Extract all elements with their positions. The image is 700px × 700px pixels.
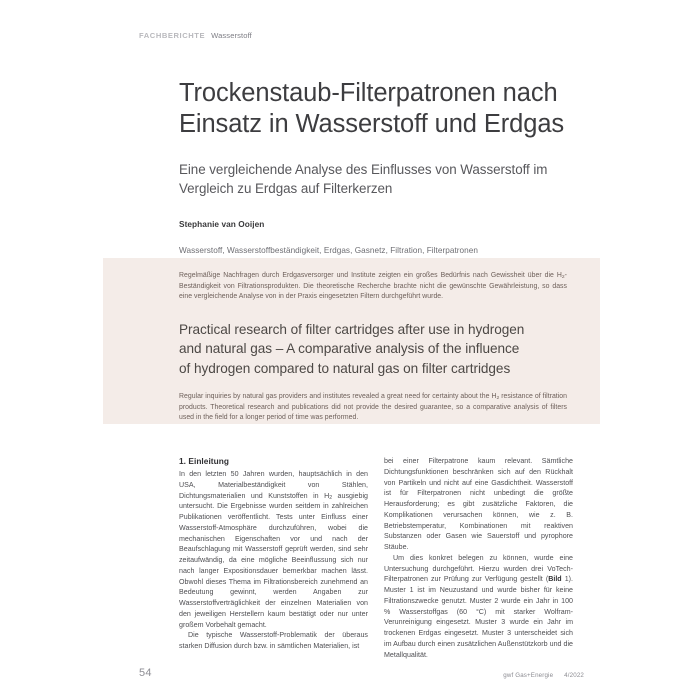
paragraph-left-1-part2: ausgiebig untersucht. Die Ergebnisse wurden seitdem in zahlreichen Publikationen veröffentlicht. Tests unter Einfluss einer Wasserstoff-Atmosphäre durchzuführen, wobei die mechanischen Eigenschaften vor und nach der Beaufschlagung mit Wasserstoff geprüft werden, sind sehr zeitaufwändig, da eine mögliche Beeinflussung sich nur nach langer Expositionsdauer bemerkbar machen lässt. Obwohl dieses Thema im Filtrationsbereich zunehmend an Bedeutung gewinnt, werden Angaben zur Wasserstoffverträglichkeit der einzelnen Materialien von den jeweiligen Herstellern kaum bestätigt oder nur unter großem Vorbehalt gemacht.: [179, 491, 368, 629]
section-heading-einleitung: 1. Einleitung: [179, 456, 229, 466]
footer-journal-info: [503, 672, 584, 679]
abstract-english-subscript: 2: [496, 396, 500, 402]
subtitle-line-2: Vergleich zu Erdgas auf Filterkerzen: [179, 181, 393, 196]
abstract-english-text-part2: resistance of filtration products. Theoretical research and publications did not provide the desired guarantee, so a comparative analysis of filters used in the field for a longer period of time was performed.: [179, 393, 567, 422]
title-line-2: Einsatz in Wasserstoff und Erdgas: [179, 110, 565, 138]
title-block: [179, 78, 599, 255]
paragraph-right-2-part1: Um dies konkret belegen zu können, wurde eine Untersuchung durchgeführt. Hierzu wurden drei VoTech-Filterpatronen zur Prüfung zur Verfügung gestellt (: [384, 553, 573, 584]
author-name: Stephanie van Ooijen: [179, 219, 265, 229]
paragraph-left-1: [179, 469, 368, 630]
subtitle-line-1: Eine vergleichende Analyse des Einflusses von Wasserstoff im: [179, 162, 548, 177]
abstract-german-text-part1: Regelmäßige Nachfragen durch Erdgasversorger und Institute zeigten ein großes Bedürfnis nach Gewissheit über die H: [179, 272, 562, 279]
paragraph-left-2: Die typische Wasserstoff-Problematik der überaus starken Diffusion durch bzw. in sämtlichen Materialien, ist: [179, 631, 368, 650]
english-title-line-2: and natural gas – A comparative analysis of the influence: [179, 341, 520, 357]
paragraph-left-1-part1: In den letzten 50 Jahren wurden, hauptsächlich in den USA, Materialbeständigkeit von Stählen, Dichtungsmaterialien und Kunststoffen in H: [179, 470, 368, 500]
abstract-german-subscript: 2: [561, 275, 565, 281]
abstract-panel-content: [179, 271, 567, 424]
keywords-list: Wasserstoff, Wasserstoffbeständigkeit, Erdgas, Gasnetz, Filtration, Filterpatronen: [179, 246, 478, 255]
footer-page-number: 54: [139, 667, 152, 679]
figure-reference-label: Bild: [548, 575, 562, 584]
abstract-german-text-part2: -Beständigkeit von Filtrationsprodukten. Die theoretische Recherche brachte nicht die gewünschte Gewährleistung, so dass eine vergleichende Analyse von in der Praxis eingesetzten Filtern durchgeführt wurde.: [179, 272, 567, 301]
body-columns: [179, 456, 573, 660]
paragraph-right-1: bei einer Filterpatrone kaum relevant. Sämtliche Dichtungsfunktionen beschränken sich auf den Rückhalt von Partikeln und nicht auf eine Gasdichtheit. Wasserstoff ist für Filterpatronen nicht unbedingt die größte Herausforderung; es gibt zusätzliche Faktoren, die Komplikationen verursachen können, wie z. B. Betriebstemperatur, Kombinationen mit reaktiven Substanzen oder Gasen wie Sauerstoff und pyrophore Stäube.: [384, 457, 573, 551]
page-title: [179, 78, 599, 140]
paragraph-right-2-part2: 1). Muster 1 ist im Neuzustand und wurde bisher für keine Filtrationszwecke genutzt. Muster 2 wurde ein Jahr in 100 % Wasserstoffgas (60 °C) mit starker Wolfram-Verunreinigung eingesetzt. Muster 3 wurde ein Jahr im trockenen Erdgas eingesetzt. Muster 3 unterscheidet sich im Aufbau durch einen zusätzlichen Außenstützkorb und die Metallqualität.: [384, 575, 574, 659]
abstract-german: [179, 271, 567, 303]
abstract-panel: [103, 258, 600, 424]
paragraph-right-2: [384, 553, 573, 661]
abstract-english-text-part1: Regular inquiries by natural gas providers and institutes revealed a great need for certainty about the H: [179, 393, 497, 401]
running-head-topic: Wasserstoff: [211, 31, 252, 40]
english-title-line-1: Practical research of filter cartridges after use in hydrogen: [179, 321, 525, 337]
running-head: [139, 31, 252, 40]
body-column-left: [179, 456, 368, 660]
body-column-right: [384, 456, 573, 660]
english-title-line-3: of hydrogen compared to natural gas on filter cartridges: [179, 360, 511, 376]
title-line-1: Trockenstaub-Filterpatronen nach: [179, 79, 558, 107]
english-title: [179, 320, 567, 379]
footer-issue: 4/2022: [564, 672, 584, 679]
page-subtitle: [179, 160, 599, 198]
running-head-rubric: FACHBERICHTE: [139, 31, 206, 40]
paragraph-left-1-subscript: 2: [329, 494, 333, 501]
footer-journal-name: gwf Gas+Energie: [503, 672, 554, 679]
abstract-english: [179, 392, 567, 424]
